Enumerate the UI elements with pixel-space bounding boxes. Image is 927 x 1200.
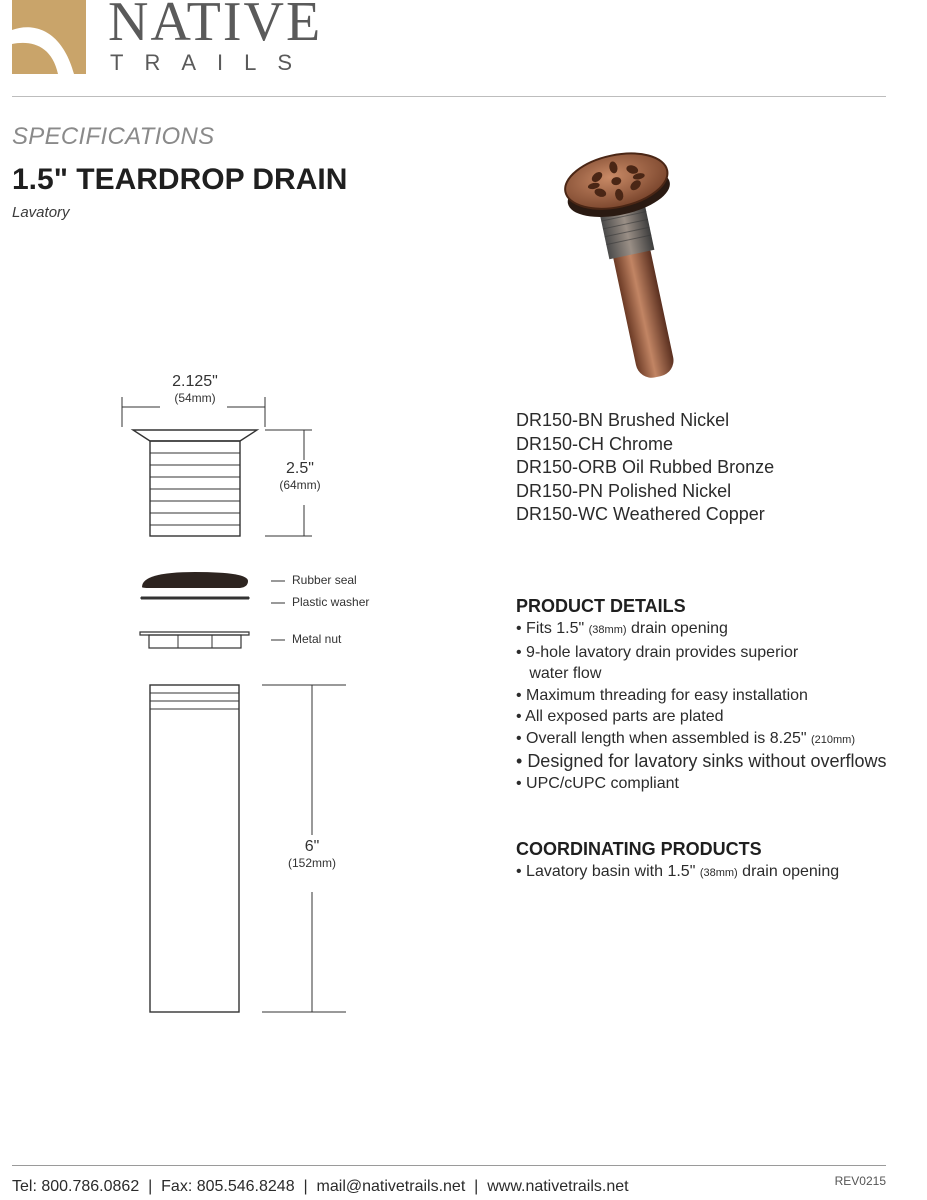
rubber-seal-label: Rubber seal bbox=[292, 573, 357, 587]
detail-text: Fits 1.5" bbox=[526, 620, 585, 637]
detail-text: drain opening bbox=[630, 620, 728, 637]
width-dimension-value: 2.125" bbox=[172, 373, 218, 390]
detail-item-continued bbox=[516, 663, 886, 685]
header-divider bbox=[12, 96, 886, 97]
finish-option: DR150-WC Weathered Copper bbox=[516, 504, 765, 524]
tail-length-dimension bbox=[278, 838, 346, 870]
detail-item: • 9-hole lavatory drain provides superior bbox=[516, 643, 799, 661]
detail-item: • Overall length when assembled is 8.25" (210mm) bbox=[516, 729, 856, 747]
finish-option: DR150-PN Polished Nickel bbox=[516, 480, 732, 501]
detail-metric: (210mm) bbox=[811, 733, 856, 746]
detail-text: water flow bbox=[529, 665, 602, 682]
tail-length-value: 6" bbox=[304, 838, 320, 855]
coordinating-item: • Lavatory basin with 1.5" (38mm) drain opening bbox=[516, 863, 840, 880]
coordinating-products-heading: COORDINATING PRODUCTS bbox=[516, 839, 762, 859]
detail-metric: (38mm) bbox=[588, 624, 627, 636]
product-subtitle: Lavatory bbox=[12, 204, 70, 221]
detail-text: UPC/cUPC compliant bbox=[526, 774, 679, 792]
flange-height-metric: (64mm) bbox=[279, 478, 321, 492]
detail-text: Designed for lavatory sinks without overflows bbox=[527, 751, 887, 771]
brand-name-trails: TRAILS bbox=[110, 50, 314, 75]
metal-nut-label: Metal nut bbox=[292, 632, 342, 646]
detail-item: • Maximum threading for easy installation bbox=[516, 686, 808, 704]
product-details-list bbox=[516, 618, 886, 794]
footer-contact-info: Tel: 800.786.0862 | Fax: 805.546.8248 | mail@nativetrails.net | www.nativetrails.net bbox=[12, 1178, 629, 1195]
finish-option: DR150-ORB Oil Rubbed Bronze bbox=[516, 457, 775, 477]
coordinating-metric: (38mm) bbox=[699, 867, 738, 879]
detail-item: • Fits 1.5" (38mm) drain opening bbox=[516, 620, 728, 637]
tail-length-metric: (152mm) bbox=[287, 856, 336, 870]
detail-item: • UPC/cUPC compliant bbox=[516, 774, 679, 792]
product-details-heading: PRODUCT DETAILS bbox=[516, 596, 686, 616]
flange-height-dimension bbox=[270, 460, 330, 492]
product-title: 1.5" TEARDROP DRAIN bbox=[12, 163, 348, 196]
detail-item: • Designed for lavatory sinks without overflows bbox=[516, 751, 887, 771]
technical-diagram bbox=[100, 365, 400, 1025]
drain-dimension-drawing bbox=[100, 365, 400, 1025]
coordinating-products-list bbox=[516, 861, 839, 885]
detail-text: Overall length when assembled is 8.25" bbox=[526, 729, 807, 747]
brand-name-native: NATIVE bbox=[108, 0, 323, 53]
detail-text: Maximum threading for easy installation bbox=[526, 686, 808, 704]
section-label: SPECIFICATIONS bbox=[12, 123, 215, 150]
footer-divider bbox=[12, 1165, 886, 1166]
width-dimension-metric: (54mm) bbox=[174, 391, 216, 405]
brand-logo bbox=[12, 0, 332, 78]
width-dimension bbox=[155, 373, 235, 405]
detail-text: 9-hole lavatory drain provides superior bbox=[526, 643, 799, 661]
plastic-washer-label: Plastic washer bbox=[292, 595, 370, 609]
detail-item: • All exposed parts are plated bbox=[516, 708, 724, 725]
finish-option: DR150-CH Chrome bbox=[516, 433, 674, 454]
finish-option: DR150-BN Brushed Nickel bbox=[516, 410, 730, 430]
detail-text: All exposed parts are plated bbox=[525, 708, 724, 725]
revision-code: REV0215 bbox=[834, 1174, 886, 1188]
flange-height-value: 2.5" bbox=[286, 460, 314, 477]
drain-product-photo bbox=[540, 130, 720, 390]
trail-swoosh-logo-icon bbox=[12, 0, 86, 74]
finish-options-list bbox=[516, 409, 774, 527]
coordinating-text: drain opening bbox=[742, 863, 840, 880]
coordinating-text: Lavatory basin with 1.5" bbox=[526, 863, 696, 880]
